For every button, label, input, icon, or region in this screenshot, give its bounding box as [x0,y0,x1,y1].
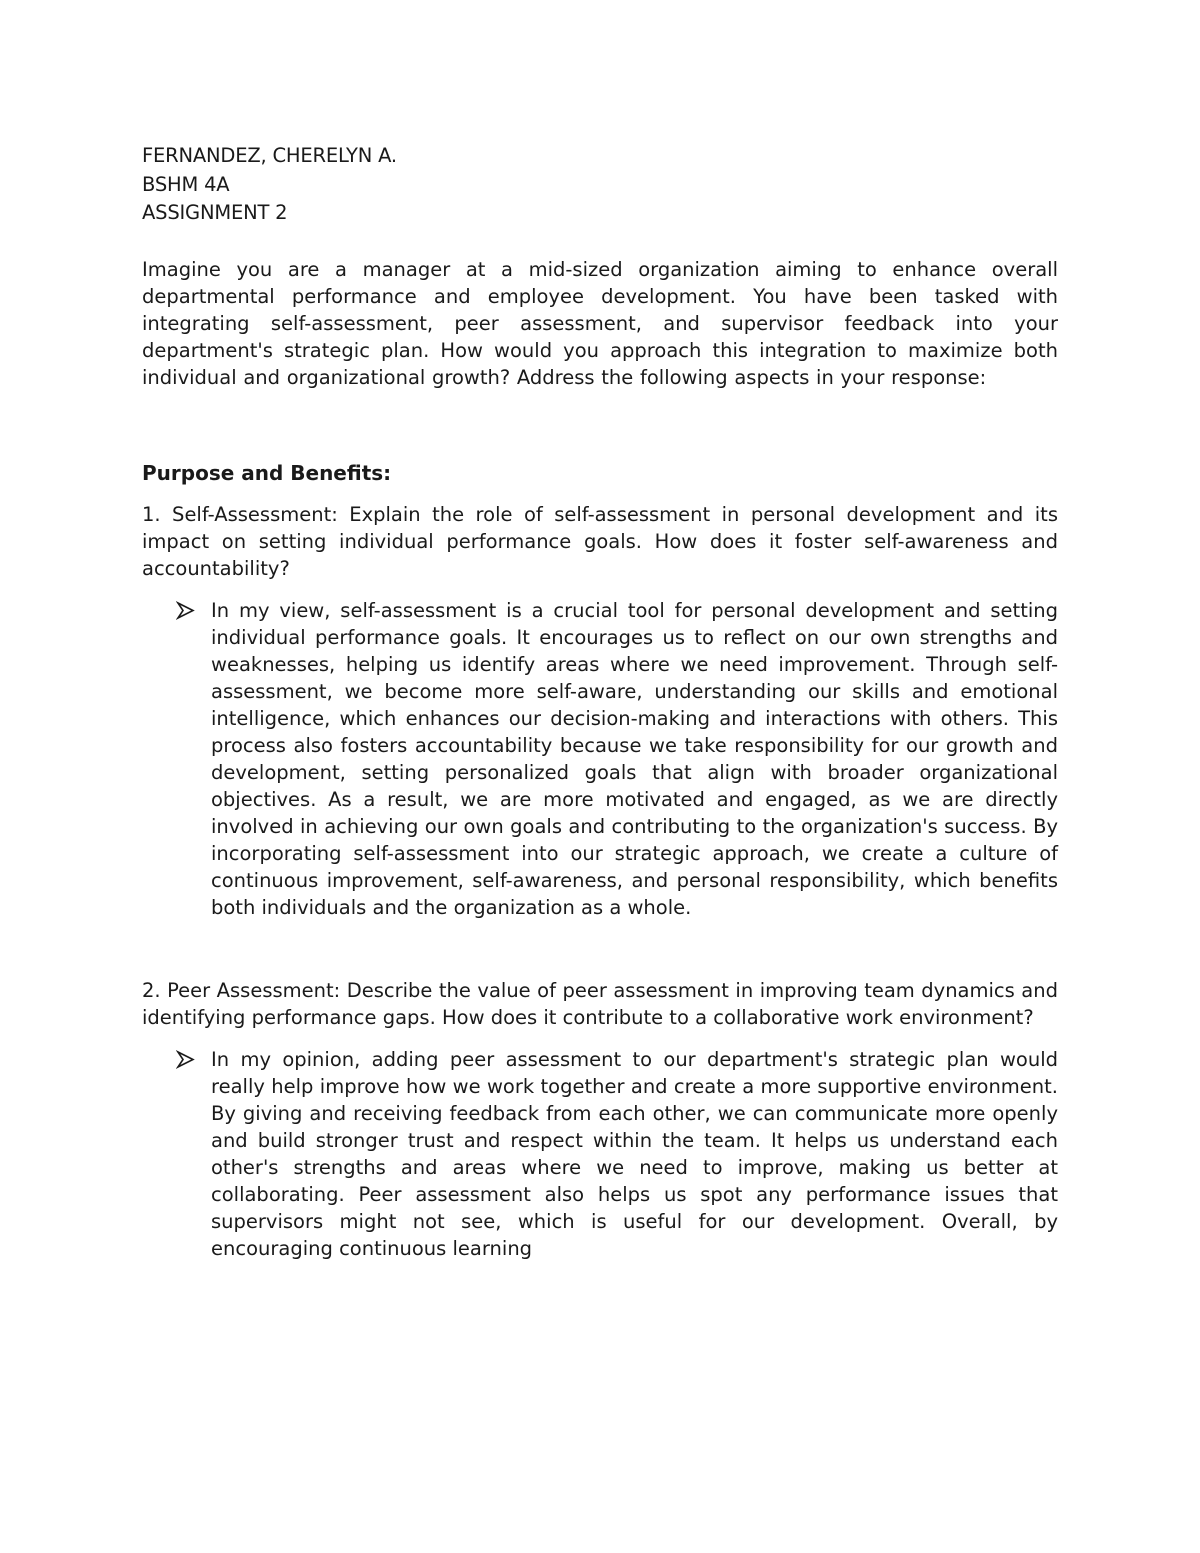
answer-1-text: In my view, self-assessment is a crucial tool for personal development and setting individual performance goals. It encourages us to reflect on our own strengths and weaknesses, helping us identify areas where we need improvement. Through self-assessment, we become more self-aware, understanding our skills and emotional intelligence, which enhances our decision-making and interactions with others. This process also fosters accountability because we take responsibility for our growth and development, setting personalized goals that align with broader organizational objectives. As a result, we are more motivated and engaged, as we are directly involved in achieving our own goals and contributing to the organization's success. By incorporating self-assessment into our strategic approach, we create a culture of continuous improvement, self-awareness, and personal responsibility, which benefits both individuals and the organization as a whole. [211,598,1058,919]
assignment-prompt: Imagine you are a manager at a mid-sized organization aiming to enhance overall departmental performance and employee development. You have been tasked with integrating self-assessment, peer assessment, and supervisor feedback into your department's strategic plan. How would you approach this integration to maximize both individual and organizational growth? Address the following aspects in your response: [142,257,1058,389]
answer-2-text: In my opinion, adding peer assessment to our department's strategic plan would really help improve how we work together and create a more supportive environment. By giving and receiving feedback from each other, we can communicate more openly and build stronger trust and respect within the team. It helps us understand each other's strengths and areas where we need to improve, making us better at collaborating. Peer assessment also helps us spot any performance issues that supervisors might not see, which is useful for our development. Overall, by encouraging continuous learning [211,1047,1058,1260]
answer-2 [142,1046,1058,1262]
course-section: BSHM 4A [142,172,230,196]
document-body [142,142,1058,1262]
assignment-title: ASSIGNMENT 2 [142,201,288,224]
student-name: FERNANDEZ, CHERELYN A. [142,144,397,167]
question-1: 1. Self-Assessment: Explain the role of self-assessment in personal development and its impact on setting individual performance goals. How does it foster self-awareness and accountability? [142,502,1058,580]
section-heading: Purpose and Benefits: [142,460,392,485]
arrowhead-bullet-icon [176,1046,196,1073]
answer-1 [142,597,1058,921]
arrowhead-bullet-icon [176,597,196,624]
question-2: 2. Peer Assessment: Describe the value of peer assessment in improving team dynamics and identifying performance gaps. How does it contribute to a collaborative work environment? [142,978,1058,1029]
